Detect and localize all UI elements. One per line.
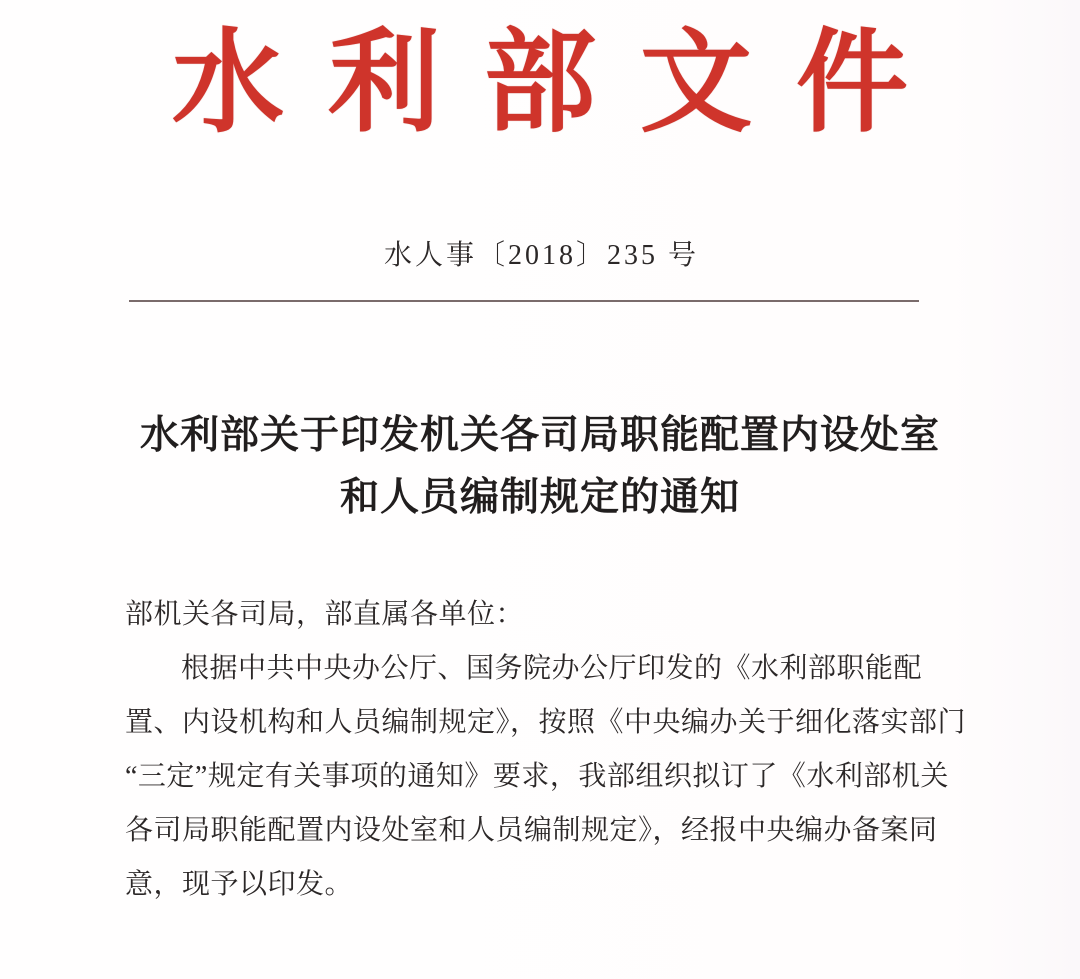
document-body xyxy=(125,588,965,912)
header-divider-line xyxy=(129,300,919,302)
salutation-line: 部机关各司局，部直属各单位： xyxy=(125,599,525,630)
document-number: 水人事〔2018〕235 号 xyxy=(383,240,699,271)
document-title-line-2: 和人员编制规定的通知 xyxy=(339,476,740,519)
paragraph-line-5: 意，现予以印发。 xyxy=(125,869,354,900)
paragraph-line-3: “三定”规定有关事项的通知》要求，我部组织拟订了《水利部机关 xyxy=(125,761,949,792)
document-title xyxy=(0,405,1080,529)
agency-header-title: 水利部文件 xyxy=(172,22,952,146)
paragraph-line-4: 各司局职能配置内设处室和人员编制规定》，经报中央编办备案同 xyxy=(125,815,938,846)
document-title-line-1: 水利部关于印发机关各司局职能配置内设处室 xyxy=(139,414,940,457)
paragraph-line-1: 根据中共中央办公厅、国务院办公厅印发的《水利部职能配 xyxy=(181,653,923,684)
paragraph-line-2: 置、内设机构和人员编制规定》，按照《中央编办关于细化落实部门 xyxy=(125,707,967,738)
